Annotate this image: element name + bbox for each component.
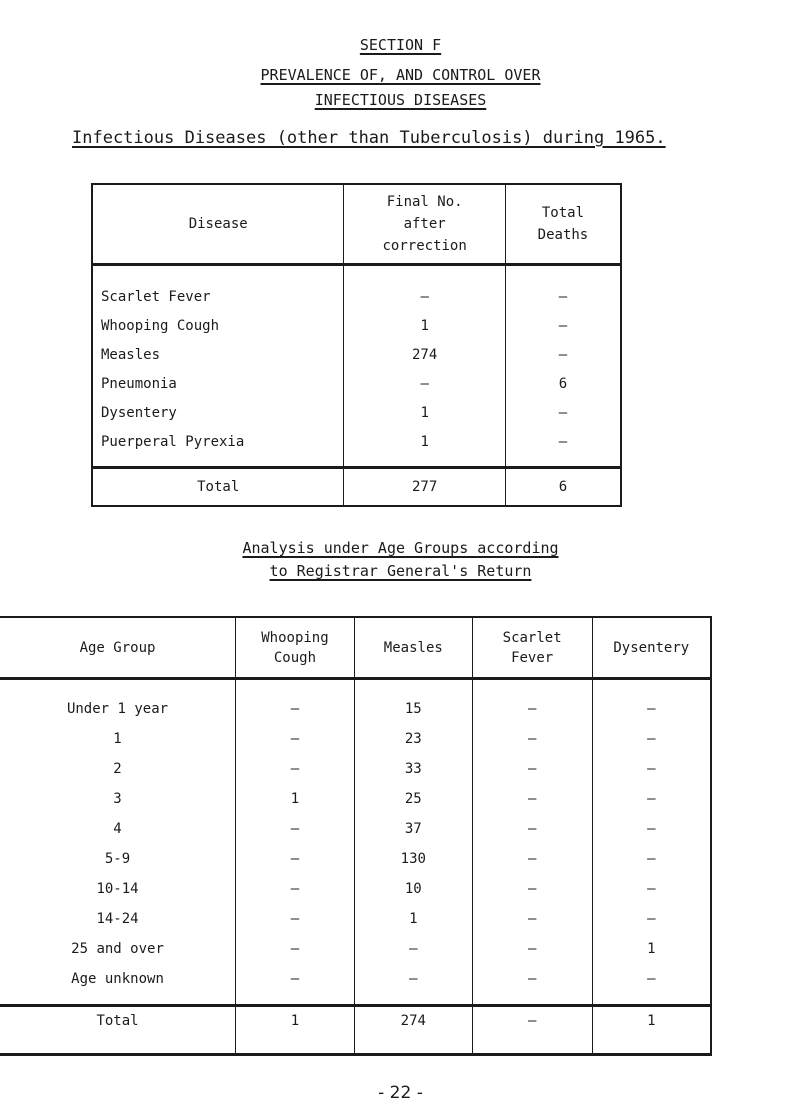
measles-cell: 1 (354, 904, 472, 934)
total-scarlet-fever: – (472, 1006, 592, 1055)
table-header-row (0, 617, 711, 679)
final-no-value: 1 (344, 427, 506, 468)
header-total-deaths (505, 184, 621, 265)
disease-name: Puerperal Pyrexia (92, 427, 344, 468)
dysentery-cell: – (647, 911, 656, 927)
scarlet-fever-cell: – (472, 724, 592, 754)
header-measles: Measles (354, 617, 472, 679)
whooping-cough-cell: – (236, 934, 355, 964)
deaths-value: – (558, 317, 568, 334)
page-title-line-1-text: PREVALENCE OF, AND CONTROL OVER (260, 66, 541, 84)
header-final-no-line: after (403, 216, 446, 232)
table1-caption-text: Infectious Diseases (other than Tuberculosis) during 1965. (72, 128, 666, 148)
table2-caption-line-1 (0, 539, 801, 557)
deaths-value: – (558, 288, 568, 305)
table-row (92, 369, 621, 398)
total-label: Total (0, 1006, 236, 1055)
whooping-cough-cell: 1 (236, 784, 355, 814)
final-no-value: – (344, 265, 506, 312)
whooping-cough-cell: – (236, 679, 355, 725)
table-row (92, 311, 621, 340)
header-disease: Disease (92, 184, 344, 265)
whooping-cough-cell: – (236, 964, 355, 1006)
final-no-value: – (344, 369, 506, 398)
age-group-cell: 10-14 (0, 874, 236, 904)
age-group-table (0, 616, 712, 1056)
dysentery-cell: – (647, 851, 656, 867)
whooping-cough-cell: – (236, 754, 355, 784)
measles-cell: 23 (354, 724, 472, 754)
dysentery-cell: – (647, 791, 656, 807)
scarlet-fever-cell: – (472, 784, 592, 814)
deaths-value: – (558, 346, 568, 363)
header-scarlet-fever-line: Fever (511, 649, 554, 666)
table-row (0, 784, 711, 814)
dysentery-cell: – (647, 881, 656, 897)
disease-name: Measles (92, 340, 344, 369)
header-scarlet-fever-line: Scarlet (502, 629, 562, 646)
header-total-deaths-line: Deaths (537, 227, 589, 243)
table-row (0, 679, 711, 725)
section-heading (0, 36, 801, 54)
measles-cell: 37 (354, 814, 472, 844)
total-row (92, 468, 621, 507)
scarlet-fever-cell: – (472, 844, 592, 874)
age-group-cell: 2 (0, 754, 236, 784)
page-number: - 22 - (378, 1083, 423, 1103)
disease-name: Scarlet Fever (92, 265, 344, 312)
table-row (92, 398, 621, 427)
scarlet-fever-cell: – (472, 904, 592, 934)
whooping-cough-cell: – (236, 844, 355, 874)
scarlet-fever-cell: – (472, 874, 592, 904)
age-group-cell: 25 and over (0, 934, 236, 964)
dysentery-cell: – (647, 821, 656, 837)
page-title-line-2 (0, 91, 801, 109)
table-row (0, 814, 711, 844)
whooping-cough-cell: – (236, 904, 355, 934)
disease-name: Dysentery (92, 398, 344, 427)
scarlet-fever-cell: – (472, 964, 592, 1006)
whooping-cough-cell: – (236, 814, 355, 844)
final-no-value: 1 (344, 311, 506, 340)
disease-name: Whooping Cough (92, 311, 344, 340)
header-age-group: Age Group (0, 617, 236, 679)
age-group-cell: 14-24 (0, 904, 236, 934)
header-whooping-cough-line: Whooping (261, 629, 329, 646)
total-label: Total (92, 468, 344, 507)
scarlet-fever-cell: – (472, 814, 592, 844)
measles-cell: 33 (354, 754, 472, 784)
dysentery-cell: – (647, 971, 656, 987)
dysentery-cell: – (647, 731, 656, 747)
table-row (0, 844, 711, 874)
scarlet-fever-cell: – (472, 934, 592, 964)
deaths-value: – (558, 404, 568, 421)
total-row (0, 1006, 711, 1055)
table-row (0, 934, 711, 964)
scarlet-fever-cell: – (472, 679, 592, 725)
disease-totals-table (91, 183, 622, 507)
page-title-line-1 (0, 66, 801, 84)
scarlet-fever-cell: – (472, 754, 592, 784)
age-group-cell: Under 1 year (0, 679, 236, 725)
header-final-no-line: Final No. (386, 194, 463, 210)
age-group-cell: 1 (0, 724, 236, 754)
measles-cell: – (354, 934, 472, 964)
header-scarlet-fever (472, 617, 592, 679)
header-final-no (344, 184, 506, 265)
deaths-value: 6 (558, 375, 568, 392)
table-row (0, 754, 711, 784)
table2-caption-line-1-text: Analysis under Age Groups according (242, 539, 559, 557)
final-no-value: 1 (344, 398, 506, 427)
page-title-line-2-text: INFECTIOUS DISEASES (314, 91, 487, 109)
table-row (0, 904, 711, 934)
section-heading-text: SECTION F (359, 36, 442, 54)
total-whooping-cough: 1 (236, 1006, 355, 1055)
measles-cell: 15 (354, 679, 472, 725)
table2-caption-line-2-text: to Registrar General's Return (269, 562, 532, 580)
dysentery-cell: 1 (647, 941, 656, 957)
final-no-value: 274 (344, 340, 506, 369)
whooping-cough-cell: – (236, 874, 355, 904)
dysentery-cell: – (647, 701, 656, 717)
total-dysentery: 1 (592, 1006, 711, 1055)
table2-caption-line-2 (0, 562, 801, 580)
table-header-row (92, 184, 621, 265)
table-row (0, 874, 711, 904)
table-row (92, 427, 621, 468)
header-whooping-cough-line: Cough (273, 649, 317, 666)
dysentery-cell: – (647, 761, 656, 777)
total-deaths: 6 (505, 468, 621, 507)
header-total-deaths-line: Total (541, 205, 585, 221)
table-row (92, 265, 621, 312)
total-final-no: 277 (344, 468, 506, 507)
table-row (92, 340, 621, 369)
measles-cell: – (354, 964, 472, 1006)
total-measles: 274 (354, 1006, 472, 1055)
measles-cell: 25 (354, 784, 472, 814)
age-group-cell: 3 (0, 784, 236, 814)
measles-cell: 130 (354, 844, 472, 874)
age-group-cell: 5-9 (0, 844, 236, 874)
deaths-value: – (558, 433, 568, 450)
table-row (0, 964, 711, 1006)
header-dysentery: Dysentery (592, 617, 711, 679)
age-group-cell: Age unknown (0, 964, 236, 1006)
measles-cell: 10 (354, 874, 472, 904)
table-row (0, 724, 711, 754)
whooping-cough-cell: – (236, 724, 355, 754)
table1-caption (72, 128, 666, 148)
age-group-cell: 4 (0, 814, 236, 844)
header-final-no-line: correction (382, 238, 467, 254)
disease-name: Pneumonia (92, 369, 344, 398)
header-whooping-cough (236, 617, 355, 679)
